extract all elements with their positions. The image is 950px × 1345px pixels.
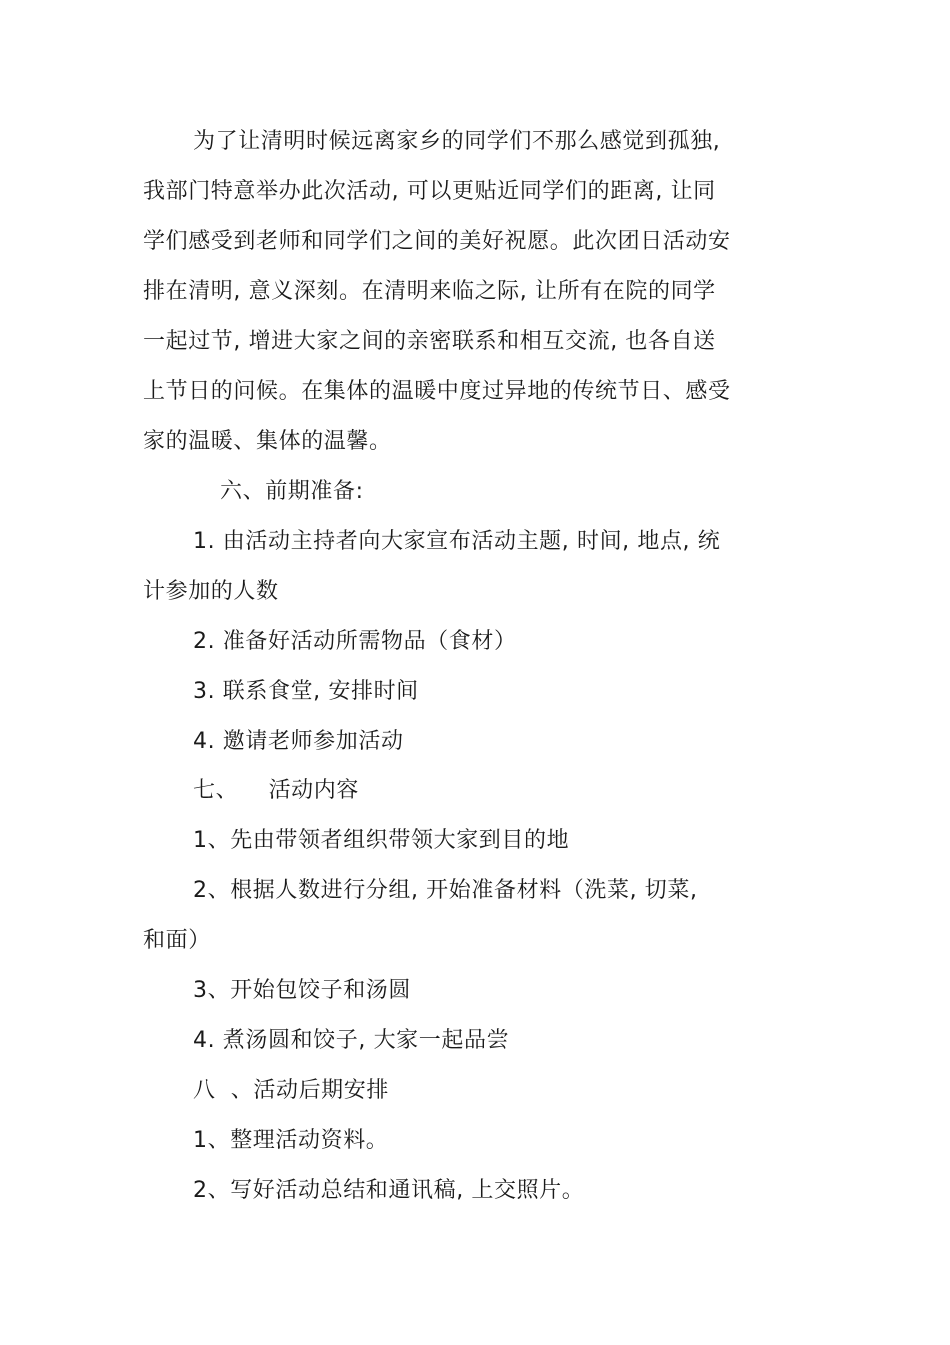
section-heading-preparation: 六、前期准备: [220,479,364,504]
intro-line: 我部门特意举办此次活动, 可以更贴近同学们的距离, 让同 [143,179,716,204]
intro-line: 上节日的问候。在集体的温暖中度过异地的传统节日、感受 [143,379,731,404]
section-heading-content: 七、 活动内容 [193,778,359,803]
intro-line: 家的温暖、集体的温馨。 [143,429,392,454]
section-heading-followup: 八 、活动后期安排 [193,1078,389,1103]
list-item: 3. 联系食堂, 安排时间 [193,679,419,704]
list-item: 2、写好活动总结和通讯稿, 上交照片。 [193,1178,585,1203]
list-item: 4. 煮汤圆和饺子, 大家一起品尝 [193,1028,510,1053]
list-item: 3、开始包饺子和汤圆 [193,978,411,1003]
intro-line: 排在清明, 意义深刻。在清明来临之际, 让所有在院的同学 [143,279,716,304]
intro-line: 为了让清明时候远离家乡的同学们不那么感觉到孤独, [193,129,721,154]
list-item: 1、整理活动资料。 [193,1128,389,1153]
list-item: 计参加的人数 [143,579,279,604]
list-item: 2. 准备好活动所需物品（食材） [193,629,517,654]
list-item: 4. 邀请老师参加活动 [193,729,404,754]
intro-line: 一起过节, 增进大家之间的亲密联系和相互交流, 也各自送 [143,329,716,354]
list-item: 和面） [143,928,211,953]
list-item: 2、根据人数进行分组, 开始准备材料（洗菜, 切菜, [193,878,698,903]
list-item: 1. 由活动主持者向大家宣布活动主题, 时间, 地点, 统 [193,529,721,554]
list-item: 1、先由带领者组织带领大家到目的地 [193,828,570,853]
intro-line: 学们感受到老师和同学们之间的美好祝愿。此次团日活动安 [143,229,731,254]
